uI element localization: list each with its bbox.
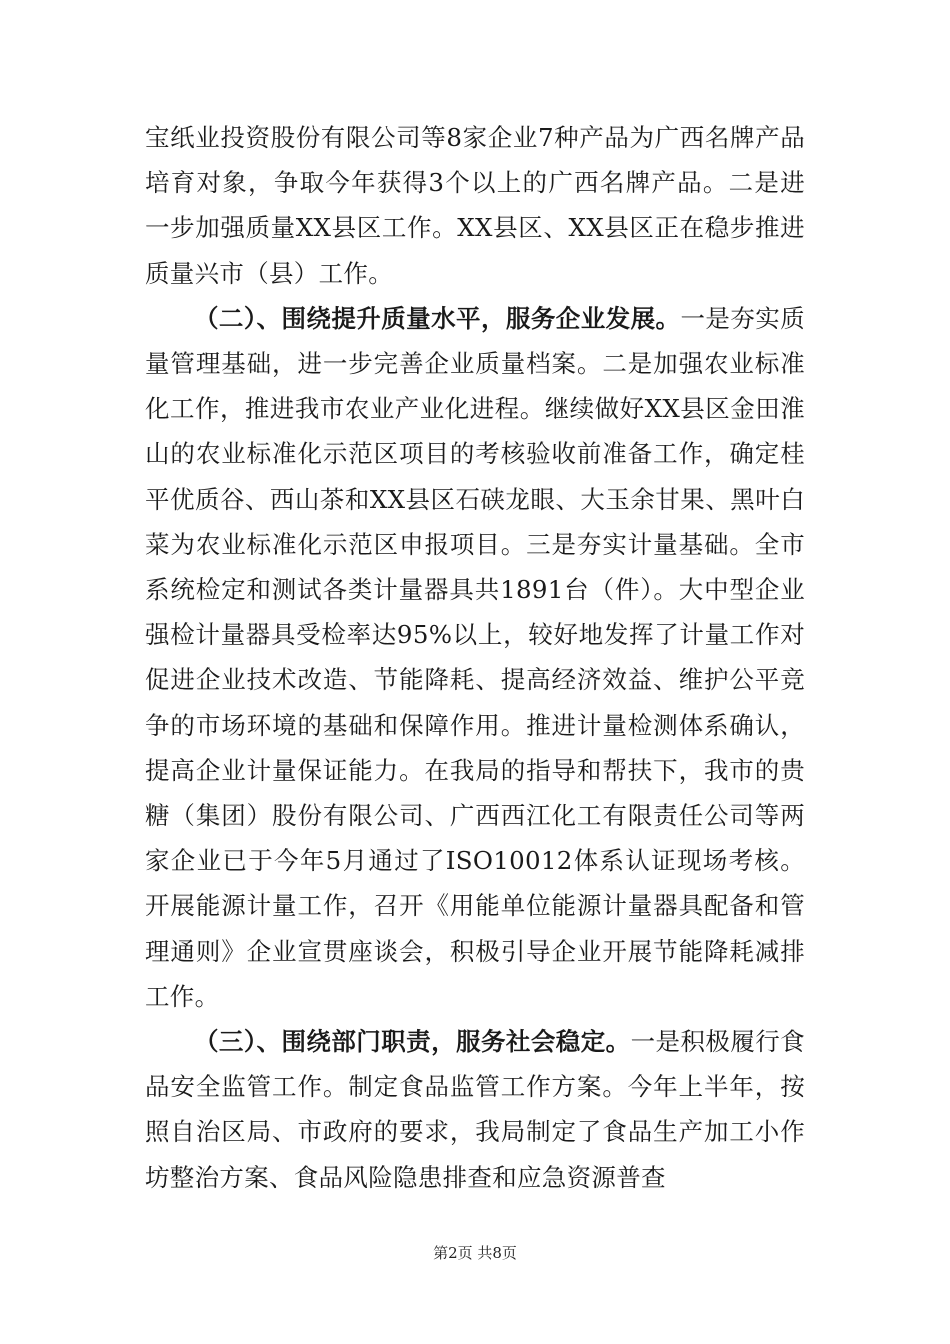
- paragraph-2-text: 一是夯实质量管理基础，进一步完善企业质量档案。二是加强农业标准化工作，推进我市农业产业化进程。继续做好XX县区金田淮山的农业标准化示范区项目的考核验收前准备工作，确定桂平优质谷、西山茶和XX县区石硖龙眼、大玉余甘果、黑叶白菜为农业标准化示范区申报项目。三是夯实计量基础。全市系统检定和测试各类计量器具共1891台（件）。大中型企业强检计量器具受检率达95%以上，较好地发挥了计量工作对促进企业技术改造、节能降耗、提高经济效益、维护公平竞争的市场环境的基础和保障作用。推进计量检测体系确认，提高企业计量保证能力。在我局的指导和帮扶下，我市的贵糖（集团）股份有限公司、广西西江化工有限责任公司等两家企业已于今年5月通过了ISO10012体系认证现场考核。开展能源计量工作，召开《用能单位能源计量器具配备和管理通则》企业宣贯座谈会，积极引导企业开展节能降耗减排工作。: [145, 303, 806, 1011]
- paragraph-3-heading: （三）、围绕部门职责，服务社会稳定。: [194, 1027, 631, 1057]
- paragraph-1: [145, 115, 805, 296]
- paragraph-3: [145, 1019, 805, 1200]
- paragraph-2-heading: （二）、围绕提升质量水平，服务企业发展。: [194, 303, 681, 333]
- paragraph-3-text: 一是积极履行食品安全监管工作。制定食品监管工作方案。今年上半年，按照自治区局、市政府的要求，我局制定了食品生产加工小作坊整治方案、食品风险隐患排查和应急资源普查: [145, 1027, 805, 1192]
- paragraph-1-text: 宝纸业投资股份有限公司等8家企业7种产品为广西名牌产品培育对象，争取今年获得3个以上的广西名牌产品。二是进一步加强质量XX县区工作。XX县区、XX县区正在稳步推进质量兴市（县）工作。: [145, 123, 805, 288]
- page-number-footer: 第2页 共8页: [433, 1244, 517, 1262]
- document-body: [145, 115, 805, 1200]
- paragraph-2: [145, 296, 805, 1019]
